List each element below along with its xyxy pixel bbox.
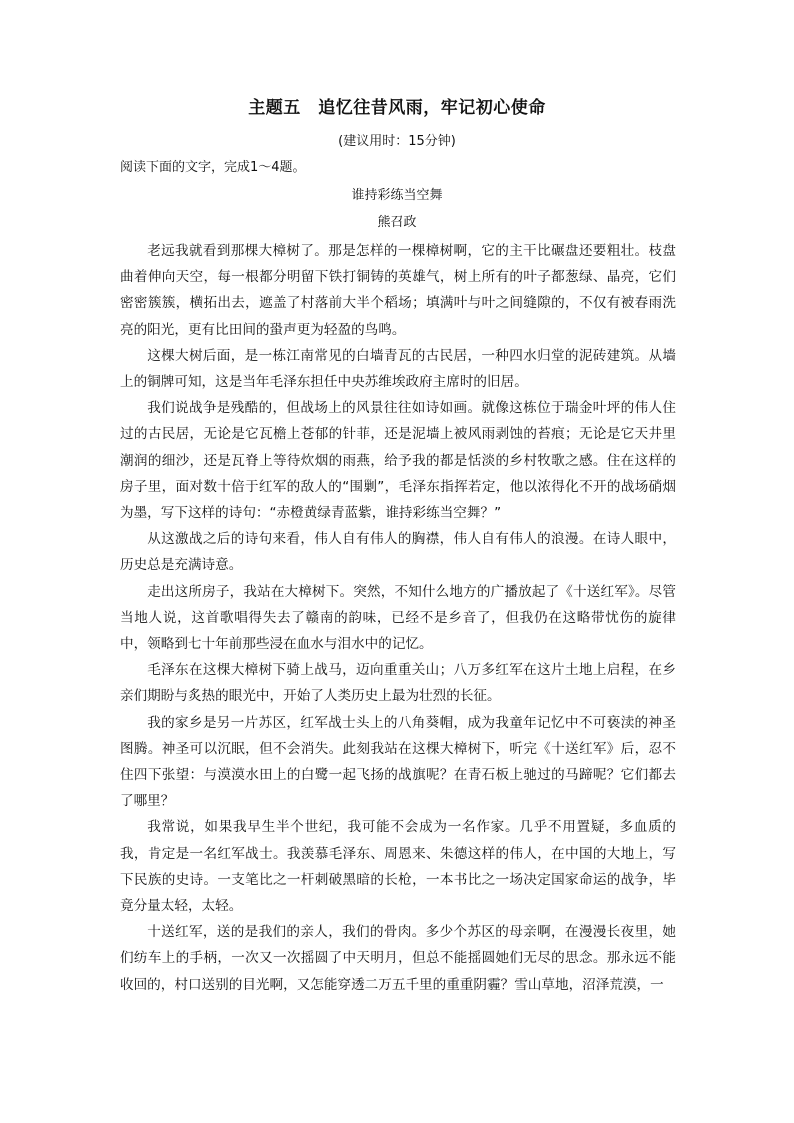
article-body	[120, 238, 676, 998]
paragraph: 毛泽东在这棵大樟树下骑上战马，迈向重重关山；八万多红军在这片土地上启程，在乡亲们期盼与炙热的眼光中，开始了人类历史上最为壮烈的长征。	[120, 662, 676, 705]
article-title: 谁持彩练当空舞	[351, 188, 443, 203]
paragraph: 我常说，如果我早生半个世纪，我可能不会成为一名作家。几乎不用置疑，多血质的我，肯定是一名红军战士。我羡慕毛泽东、周恩来、朱德这样的伟人，在中国的大地上，写下民族的史诗。一支笔比之一杆刺破黑暗的长枪，一本书比之一场决定国家命运的战争，毕竟分量太轻，太轻。	[120, 819, 676, 915]
paragraph: 走出这所房子，我站在大樟树下。突然，不知什么地方的广播放起了《十送红军》。尽管当地人说，这首歌唱得失去了赣南的韵味，已经不是乡音了，但我仍在这略带忧伤的旋律中，领略到七十年前那些浸在血水与泪水中的记忆。	[120, 583, 676, 653]
paragraph: 这棵大树后面，是一栋江南常见的白墙青瓦的古民居，一种四水归堂的泥砖建筑。从墙上的铜牌可知，这是当年毛泽东担任中央苏维埃政府主席时的旧居。	[120, 347, 676, 391]
page-title: 主题五 追忆往昔风雨，牢记初心使命	[248, 98, 546, 118]
paragraph: 我的家乡是另一片苏区，红军战士头上的八角葵帽，成为我童年记忆中不可亵渎的神圣图腾。神圣可以沉眠，但不会消失。此刻我站在这棵大樟树下，听完《十送红军》后，忍不住四下张望：与漠漠水田上的白鹭一起飞扬的战旗呢？在青石板上驰过的马蹄呢？它们都去了哪里？	[120, 714, 676, 810]
paragraph: 老远我就看到那棵大樟树了。那是怎样的一棵樟树啊，它的主干比碾盘还要粗壮。枝盘曲着伸向天空，每一根都分明留下铁打铜铸的英雄气，树上所有的叶子都葱绿、晶亮，它们密密簇簇，横拓出去，遮盖了村落前大半个稻场；填满叶与叶之间缝隙的，不仅有被春雨洗亮的阳光，更有比田间的蛩声更为轻盈的鸟鸣。	[120, 243, 676, 338]
paragraph: 十送红军，送的是我们的亲人，我们的骨肉。多少个苏区的母亲啊，在漫漫长夜里，她们纺车上的手柄，一次又一次摇圆了中天明月，但总不能摇圆她们无尽的思念。那永远不能收回的，村口送别的目光啊，又怎能穿透二万五千里的重重阴霾？雪山草地，沼泽荒漠，一	[120, 924, 676, 993]
paragraph: 我们说战争是残酷的，但战场上的风景往往如诗如画。就像这栋位于瑞金叶坪的伟人住过的古民居，无论是它瓦檐上苍郁的针菲，还是泥墙上被风雨剥蚀的苔痕；无论是它天井里潮润的细沙，还是瓦脊上等待炊烟的雨燕，给予我的都是恬淡的乡村牧歌之感。住在这样的房子里，面对数十倍于红军的敌人的“围剿”，毛泽东指挥若定，他以浓得化不开的战场硝烟为墨，写下这样的诗句：“赤橙黄绿青蓝紫，谁持彩练当空舞？”	[120, 400, 676, 522]
suggested-time: (建议用时：15分钟)	[338, 134, 456, 149]
paragraph: 从这激战之后的诗句来看，伟人自有伟人的胸襟，伟人自有伟人的浪漫。在诗人眼中，历史总是充满诗意。	[120, 531, 676, 574]
reading-instruction: 阅读下面的文字，完成1～4题。	[120, 160, 306, 175]
article-author: 熊召政	[377, 215, 417, 230]
